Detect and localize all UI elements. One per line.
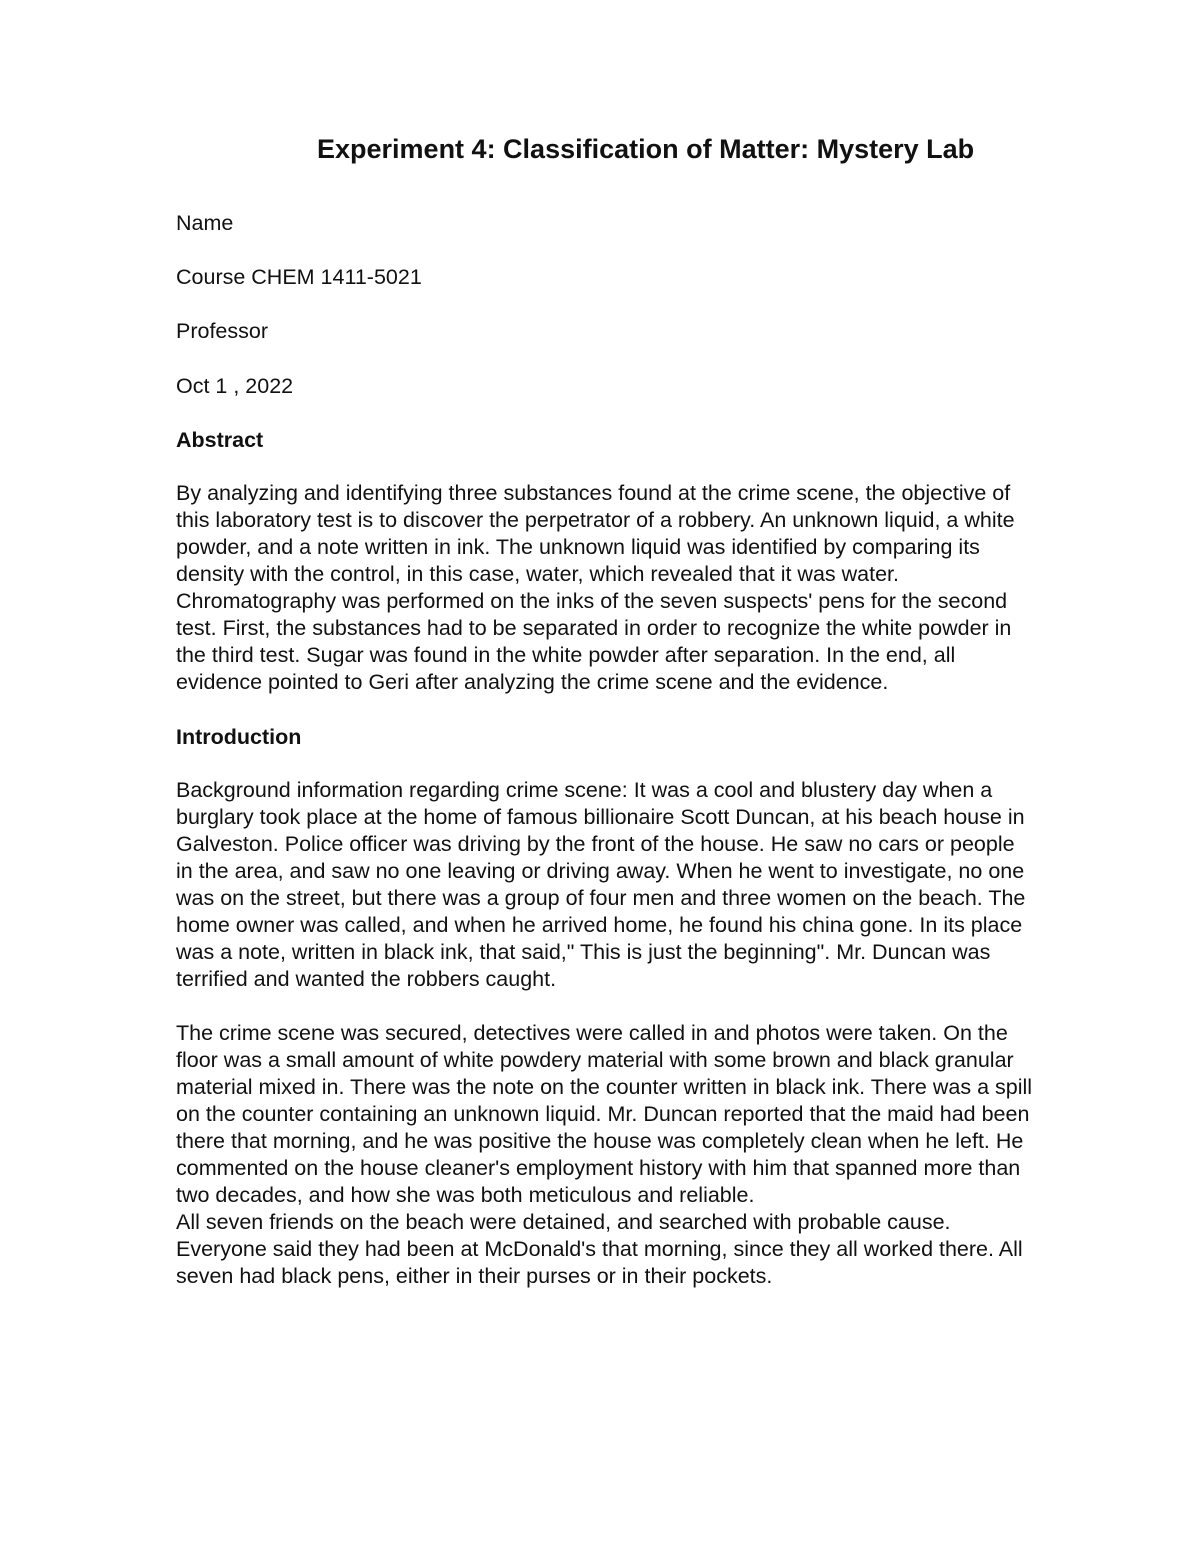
document-title: Experiment 4: Classification of Matter: Mystery Lab <box>317 134 975 164</box>
intro-paragraph: Background information regarding crime scene: It was a cool and blustery day when a burglary took place at the home of famous billionaire Scott Duncan, at his beach house in Galveston. Police officer was driving by the front of the house. He saw no cars or people in the area, and saw no one leaving or driving away. When he went to investigate, no one was on the street, but there was a group of four men and three women on the beach. The home owner was called, and when he arrived home, he found his china gone. In its place was a note, written in black ink, that said," This is just the beginning". Mr. Duncan was terrified and wanted the robbers caught. <box>176 778 1026 991</box>
document-page <box>176 135 1036 1290</box>
introduction-heading: Introduction <box>176 725 302 749</box>
date-field: Oct 1 , 2022 <box>176 374 294 398</box>
intro-paragraph: All seven friends on the beach were detained, and searched with probable cause. Everyone said they had been at McDonald's that morning, since they all worked there. All seven had black pens, either in their purses or in their pockets. <box>176 1210 1023 1288</box>
course-field: Course CHEM 1411-5021 <box>176 265 422 289</box>
abstract-heading: Abstract <box>176 428 264 452</box>
name-field: Name <box>176 211 234 235</box>
abstract-paragraph: By analyzing and identifying three substances found at the crime scene, the objective of this laboratory test is to discover the perpetrator of a robbery. An unknown liquid, a white powder, and a note written in ink. The unknown liquid was identified by comparing its density with the control, in this case, water, which revealed that it was water. Chromatography was performed on the inks of the seven suspects' pens for the second test. First, the substances had to be separated in order to recognize the white powder in the third test. Sugar was found in the white powder after separation. In the end, all evidence pointed to Geri after analyzing the crime scene and the evidence. <box>176 481 1015 694</box>
intro-paragraph: The crime scene was secured, detectives were called in and photos were taken. On the floor was a small amount of white powdery material with some brown and black granular material mixed in. There was the note on the counter written in black ink. There was a spill on the counter containing an unknown liquid. Mr. Duncan reported that the maid had been there that morning, and he was positive the house was completely clean when he left. He commented on the house cleaner's employment history with him that spanned more than two decades, and how she was both meticulous and reliable. <box>176 1021 1033 1207</box>
professor-field: Professor <box>176 319 269 343</box>
